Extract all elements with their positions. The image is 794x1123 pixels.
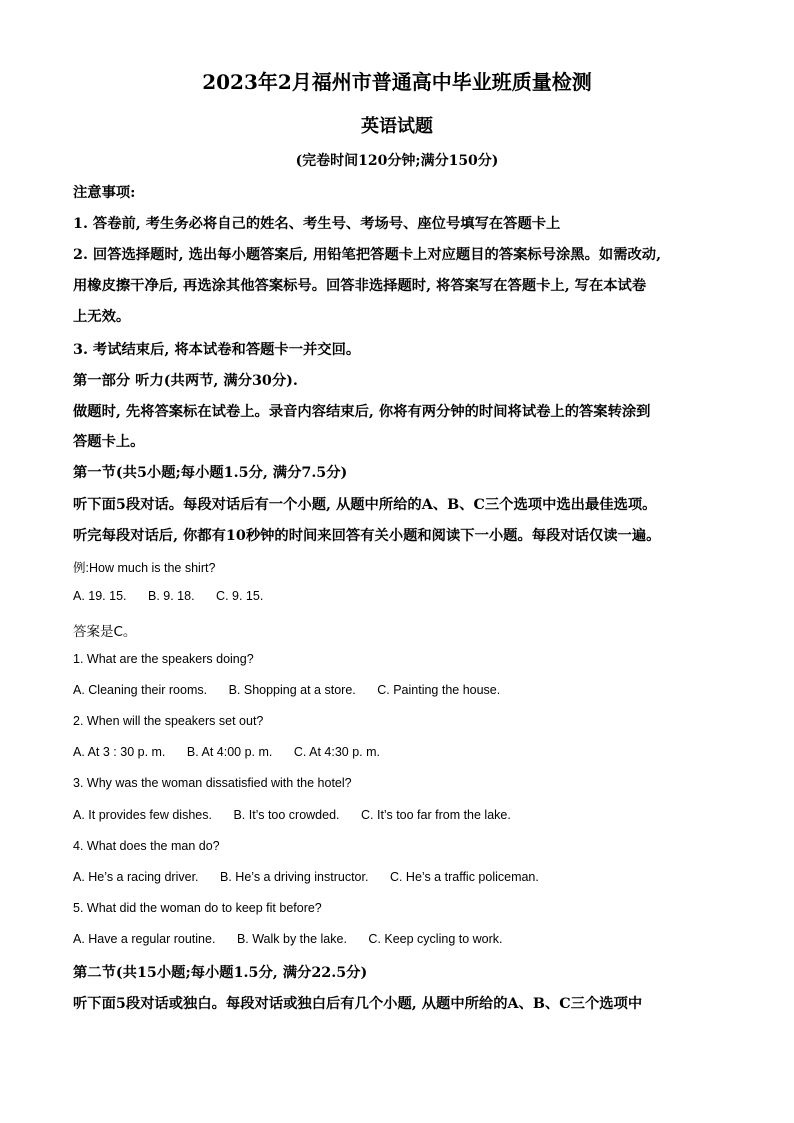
example-option-b: B. 9. 18. <box>148 589 195 603</box>
question-4-option-a: A. He’s a racing driver. <box>73 870 199 884</box>
question-5-option-a: A. Have a regular routine. <box>73 932 216 946</box>
question-2: 2. When will the speakers set out? <box>73 714 264 728</box>
example-options <box>73 589 733 603</box>
part1-heading: 第一部分 听力(共两节, 满分30分). <box>73 373 298 389</box>
question-2-option-b: B. At 4:00 p. m. <box>186 745 273 759</box>
question-4-option-c: C. He’s a traffic policeman. <box>389 870 539 884</box>
question-2-option-a: A. At 3 : 30 p. m. <box>73 745 166 759</box>
question-5: 5. What did the woman do to keep fit before? <box>73 901 322 915</box>
question-2-option-c: C. At 4:30 p. m. <box>293 745 381 759</box>
section1-heading: 第一节(共5小题;每小题1.5分, 满分7.5分) <box>73 465 348 481</box>
notes-item-2-line-1: 2. 回答选择题时, 选出每小题答案后, 用铅笔把答题卡上对应题目的答案标号涂黑。如需改动, <box>73 247 662 263</box>
section1-instruction-line-1: 听下面5段对话。每段对话后有一个小题, 从题中所给的A、B、C三个选项中选出最佳选项。 <box>73 497 657 513</box>
question-1-option-b: B. Shopping at a store. <box>228 683 356 697</box>
question-4-options <box>73 870 733 884</box>
section2-instruction-line-1: 听下面5段对话或独白。每段对话或独白后有几个小题, 从题中所给的A、B、C三个选项中 <box>73 996 643 1012</box>
notes-item-1: 1. 答卷前, 考生务必将自己的姓名、考生号、考场号、座位号填写在答题卡上 <box>73 216 561 232</box>
question-1: 1. What are the speakers doing? <box>73 652 254 666</box>
example-question: 例:How much is the shirt? <box>73 561 216 575</box>
question-3-option-b: B. It’s too crowded. <box>233 808 340 822</box>
notes-item-2-line-3: 上无效。 <box>73 309 131 325</box>
section2-heading: 第二节(共15小题;每小题1.5分, 满分22.5分) <box>73 965 368 981</box>
question-3-option-c: C. It’s too far from the lake. <box>361 808 511 822</box>
example-option-a: A. 19. 15. <box>73 589 127 603</box>
question-3: 3. Why was the woman dissatisfied with the hotel? <box>73 776 352 790</box>
question-2-options <box>73 745 733 759</box>
notes-item-3: 3. 考试结束后, 将本试卷和答题卡一并交回。 <box>73 342 361 358</box>
subject-title: 英语试题 <box>361 116 433 137</box>
question-5-options <box>73 932 733 946</box>
time-score-note: (完卷时间120分钟;满分150分) <box>295 153 499 169</box>
part1-instruction-line-2: 答题卡上。 <box>73 434 145 450</box>
question-5-option-c: C. Keep cycling to work. <box>368 932 503 946</box>
question-1-option-a: A. Cleaning their rooms. <box>73 683 208 697</box>
notes-item-2-line-2: 用橡皮擦干净后, 再选涂其他答案标号。回答非选择题时, 将答案写在答题卡上, 写在本试卷 <box>73 278 647 294</box>
example-answer: 答案是C。 <box>73 624 137 640</box>
section1-instruction-line-2: 听完每段对话后, 你都有10秒钟的时间来回答有关小题和阅读下一小题。每段对话仅读一遍。 <box>73 528 661 544</box>
example-option-c: C. 9. 15. <box>216 589 264 603</box>
question-4: 4. What does the man do? <box>73 839 220 853</box>
exam-title: 2023年2月福州市普通高中毕业班质量检测 <box>202 70 592 94</box>
question-1-options <box>73 683 733 697</box>
part1-instruction-line-1: 做题时, 先将答案标在试卷上。录音内容结束后, 你将有两分钟的时间将试卷上的答案转涂到 <box>73 404 651 420</box>
question-3-options <box>73 808 733 822</box>
question-3-option-a: A. It provides few dishes. <box>73 808 212 822</box>
question-4-option-b: B. He’s a driving instructor. <box>220 870 369 884</box>
question-1-option-c: C. Painting the house. <box>377 683 501 697</box>
notes-heading: 注意事项: <box>73 185 136 201</box>
question-5-option-b: B. Walk by the lake. <box>236 932 347 946</box>
